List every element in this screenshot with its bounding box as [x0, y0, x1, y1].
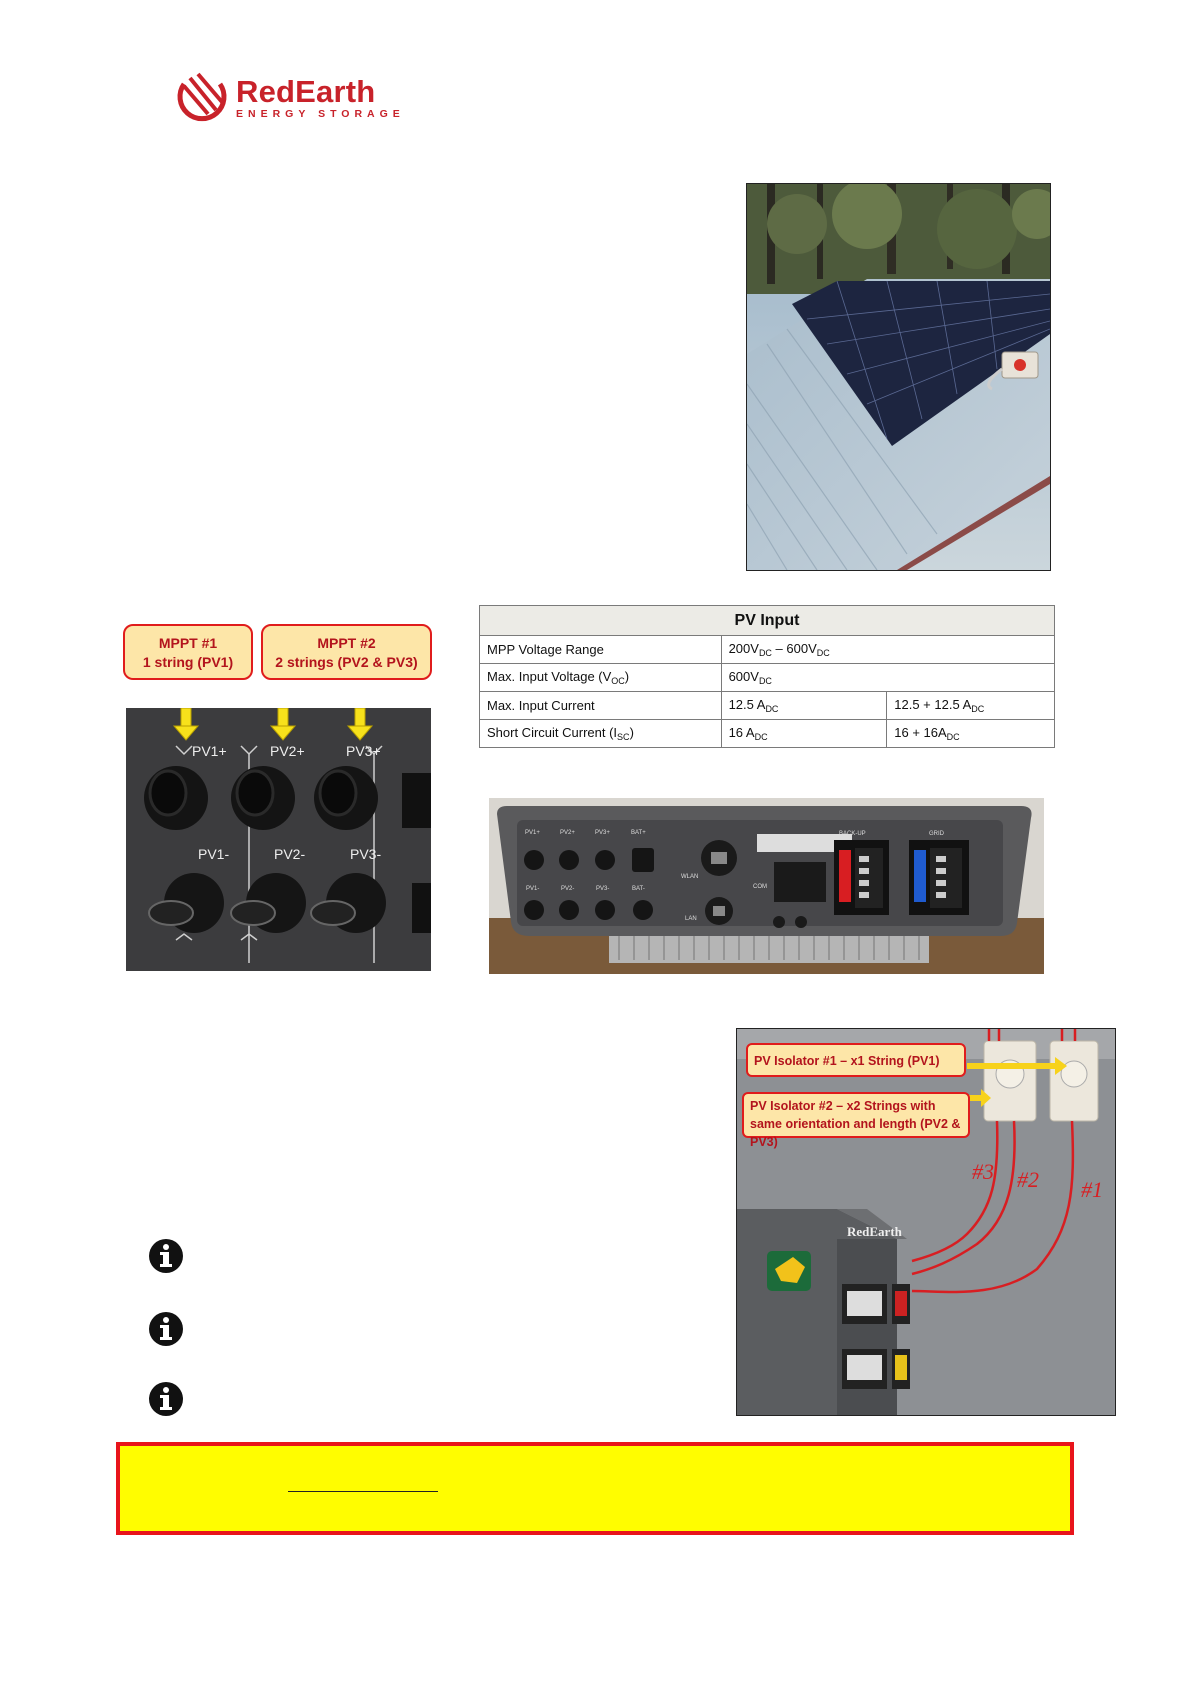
table-row — [480, 692, 1055, 720]
info-icon — [148, 1311, 184, 1347]
row-value: 12.5 $A_{DC}$ — [721, 692, 887, 720]
pv-input-table — [479, 605, 1055, 748]
table-title: PV Input — [480, 606, 1055, 636]
brand-name: RedEarth — [236, 74, 376, 109]
inverter-label-pv3-plus: PV3+ — [595, 830, 610, 836]
row-value: $600V_{DC}$ — [721, 664, 1054, 692]
cabinet-brand: RedEarth — [847, 1224, 902, 1239]
row-value-2: 12.5 + 12.5 $A_{DC}$ — [887, 692, 1055, 720]
table-row — [480, 720, 1055, 748]
row-value-2: $16 + 16A_{DC}$ — [887, 720, 1055, 748]
inverter-label-com: COM — [753, 884, 767, 890]
row-value: 16 $A_{DC}$ — [721, 720, 887, 748]
row-label: Short Circuit Current $(I_{SC})$ — [480, 720, 722, 748]
pv-connectors-photo — [126, 708, 431, 971]
solar-panel-photo — [746, 183, 1051, 571]
inverter-label-bat-minus: BAT- — [632, 886, 645, 892]
inverter-underside-photo — [489, 798, 1044, 974]
inverter-label-grid: GRID — [929, 831, 944, 837]
mppt1-title: MPPT #1 — [158, 635, 218, 651]
inverter-label-pv3-minus: PV3- — [596, 886, 610, 892]
table-row — [480, 664, 1055, 692]
inverter-label-backup: BACK-UP — [839, 831, 866, 837]
row-value: $200V_{DC} - 600V_{DC}$ — [721, 636, 1054, 664]
warning-box — [116, 1442, 1074, 1535]
mppt2-title: MPPT #2 — [317, 635, 376, 651]
isolator-install-photo — [736, 1028, 1116, 1416]
table-row — [480, 636, 1055, 664]
wire-label-2: #2 — [1017, 1167, 1039, 1192]
info-icon — [148, 1381, 184, 1417]
wire-label-1: #1 — [1081, 1177, 1103, 1202]
mppt1-callout — [123, 624, 253, 680]
pv-isolator-2-callout: PV Isolator #2 – x2 Strings with same orientation and length (PV2 & PV3) — [742, 1092, 970, 1138]
inverter-label-pv2-minus: PV2- — [561, 886, 575, 892]
connector-label-pv3-minus: PV3- — [350, 846, 382, 862]
inverter-label-lan: LAN — [685, 916, 697, 922]
mppt2-subtitle: 2 strings (PV2 & PV3) — [275, 654, 418, 670]
brand-tagline: ENERGY STORAGE — [236, 108, 405, 120]
inverter-label-pv1-minus: PV1- — [526, 886, 540, 892]
inverter-label-pv1-plus: PV1+ — [525, 830, 540, 836]
row-label: Max. Input Current — [480, 692, 722, 720]
inverter-label-pv2-plus: PV2+ — [560, 830, 575, 836]
row-label: Max. Input Voltage $(V_{OC})$ — [480, 664, 722, 692]
connector-label-pv2-minus: PV2- — [274, 846, 306, 862]
connector-label-pv3-plus: PV3+ — [346, 743, 381, 759]
info-icon — [148, 1238, 184, 1274]
mppt1-subtitle: 1 string (PV1) — [142, 654, 234, 670]
row-label: MPP Voltage Range — [480, 636, 722, 664]
connector-label-pv1-minus: PV1- — [198, 846, 230, 862]
inverter-label-wlan: WLAN — [681, 874, 699, 880]
connector-label-pv2-plus: PV2+ — [270, 743, 305, 759]
connector-label-pv1-plus: PV1+ — [192, 743, 227, 759]
warning-underline — [288, 1491, 438, 1492]
mppt2-callout — [261, 624, 432, 680]
pv-isolator-1-callout: PV Isolator #1 – x1 String (PV1) — [746, 1043, 966, 1077]
brand-logo-mark — [176, 72, 232, 122]
svg-text:.: . — [324, 753, 329, 770]
wire-label-3: #3 — [972, 1159, 994, 1184]
inverter-label-bat-plus: BAT+ — [631, 830, 646, 836]
